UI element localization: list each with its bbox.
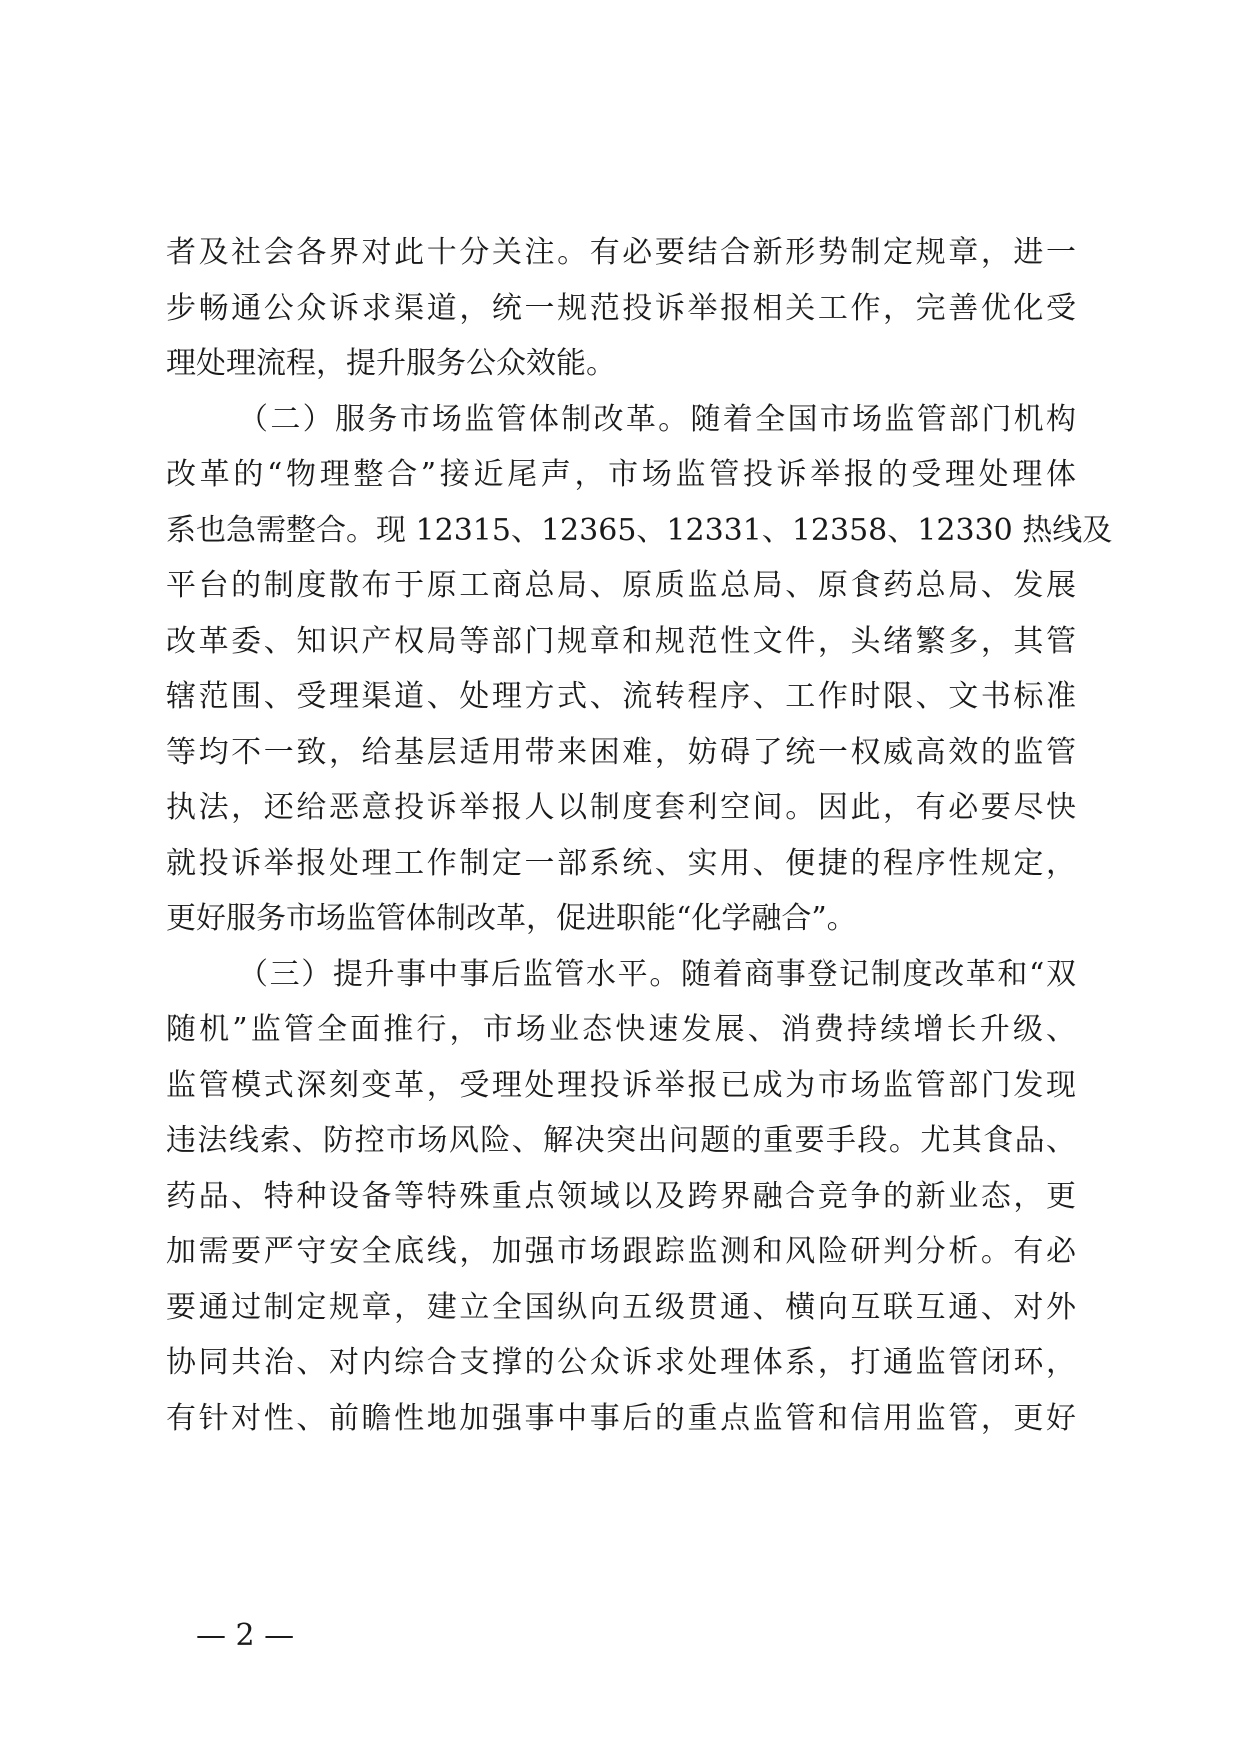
- text-line: 协同共治、对内综合支撑的公众诉求处理体系，打通监管闭环，: [166, 1345, 1076, 1380]
- text-line: 更好服务市场监管体制改革，促进职能“化学融合”。: [166, 901, 857, 936]
- text-line: 步畅通公众诉求渠道，统一规范投诉举报相关工作，完善优化受: [166, 290, 1076, 326]
- text-line: 就投诉举报处理工作制定一部系统、实用、便捷的程序性规定，: [166, 845, 1076, 881]
- text-line: 执法，还给恶意投诉举报人以制度套利空间。因此，有必要尽快: [166, 790, 1076, 825]
- page-number: — 2 —: [196, 1618, 295, 1653]
- text-line: 系也急需整合。现 12315、12365、12331、12358、12330 热线及: [166, 512, 1113, 548]
- text-line: 等均不一致，给基层适用带来困难，妨碍了统一权威高效的监管: [166, 734, 1076, 770]
- text-line: 改革的“物理整合”接近尾声，市场监管投诉举报的受理处理体: [166, 457, 1076, 492]
- text-line: 加需要严守安全底线，加强市场跟踪监测和风险研判分析。有必: [166, 1234, 1076, 1269]
- text-line: 者及社会各界对此十分关注。有必要结合新形势制定规章，进一: [166, 235, 1076, 270]
- text-line: 理处理流程，提升服务公众效能。: [166, 346, 616, 381]
- text-line: 违法线索、防控市场风险、解决突出问题的重要手段。尤其食品、: [166, 1123, 1076, 1158]
- text-line: 辖范围、受理渠道、处理方式、流转程序、工作时限、文书标准: [166, 679, 1076, 714]
- text-line: 平台的制度散布于原工商总局、原质监总局、原食药总局、发展: [166, 568, 1076, 603]
- text-line: 改革委、知识产权局等部门规章和规范性文件，头绪繁多，其管: [166, 623, 1076, 659]
- text-line: 监管模式深刻变革，受理处理投诉举报已成为市场监管部门发现: [166, 1067, 1076, 1103]
- text-line: （二）服务市场监管体制改革。随着全国市场监管部门机构: [238, 401, 1076, 437]
- text-line: 随机”监管全面推行，市场业态快速发展、消费持续增长升级、: [166, 1012, 1076, 1047]
- text-line: 有针对性、前瞻性地加强事中事后的重点监管和信用监管，更好: [166, 1400, 1076, 1436]
- text-line: 要通过制定规章，建立全国纵向五级贯通、横向互联互通、对外: [166, 1289, 1076, 1325]
- text-line: 药品、特种设备等特殊重点领域以及跨界融合竞争的新业态，更: [166, 1178, 1076, 1214]
- text-line: （三）提升事中事后监管水平。随着商事登记制度改革和“双: [238, 956, 1076, 992]
- body-text: [166, 225, 1113, 1446]
